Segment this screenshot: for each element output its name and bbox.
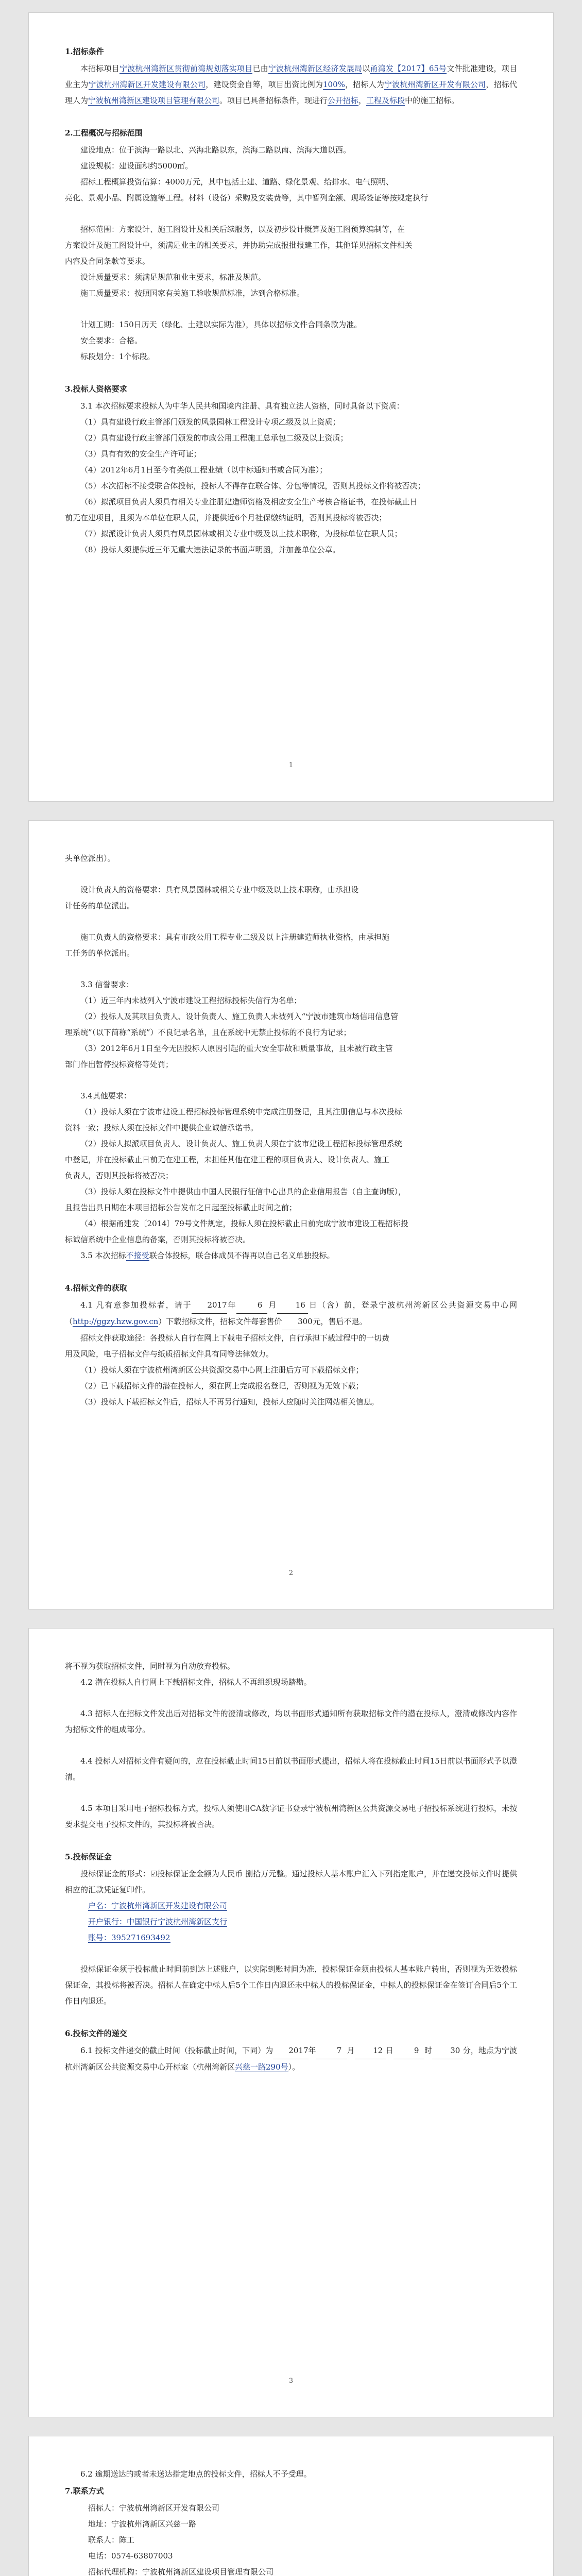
bond-bank: 开户银行：中国银行宁波杭州湾新区支行 xyxy=(88,1917,228,1926)
text-line: 施工负责人的资格要求：具有市政公用工程专业二级及以上注册建造师执业资格，由承担施 xyxy=(80,933,390,942)
other-req-line: 且报告出具日期在本项目招标公告发布之日起至投标截止时间之前； xyxy=(65,1203,297,1212)
contact-line: 电话：0574-63807003 xyxy=(88,2551,173,2561)
bond-text: 投标保证金的形式：☑投标保证金金额为人民币 捌拾万元整。通过投标人基本账户汇入下列指定账户，并在递交投标文件时提供相应的汇款凭证复印件。 xyxy=(65,1869,517,1894)
other-req-line: 负责人，否则其投标将被否决； xyxy=(65,1171,174,1180)
section-heading: 7.联系方式 xyxy=(65,2486,104,2496)
other-req-line: （4）根据甬建发〔2014〕79号文件规定，投标人须在投标截止日前完成宁波市建设工程招标投 xyxy=(80,1219,408,1228)
subsection-heading: 3.3 信誉要求： xyxy=(80,980,134,989)
qual-line: （3）具有有效的安全生产许可证； xyxy=(80,449,201,459)
question-text: 4.4 投标人对招标文件有疑问的，应在投标截止时间15日前以书面形式提出，招标人将在投标截止时间15日前以书面形式予以澄清。 xyxy=(65,1756,517,1782)
consortium-flag: 不接受 xyxy=(126,1251,149,1260)
build-quality-text: 施工质量要求：按照国家有关施工验收规范标准，达到合格标准。 xyxy=(80,289,305,298)
obtain-line: （1）投标人须在宁波杭州湾新区公共资源交易中心网上注册后方可下载招标文件； xyxy=(80,1365,364,1375)
bond-rules-text: 投标保证金须于投标截止时间前到达上述账户，以实际到账时间为准，投标保证金须由投标人基本账户转出，否则视为无效投标保证金，其投标将被否决。招标人在确定中标人后5个工作日内退还未中标人的投标保证金，中标人的投标保证金在签订合同后5个工作日内退还。 xyxy=(65,1964,517,2006)
page-4 xyxy=(28,2436,554,2576)
electronic-bid-text: 4.5 本项目采用电子招标投标方式，投标人须使用CA数字证书登录宁波杭州湾新区公共资源交易电子招投标系统进行投标，未按要求提交电子投标文件的，其投标将被否决。 xyxy=(65,1804,517,1829)
credit-line: （2）投标人及其项目负责人、设计负责人、施工负责人未被列入“宁波市建筑市场信用信息管 xyxy=(80,1012,399,1021)
text-line: 将不视为获取招标文件，同时视为自动放弃投标。 xyxy=(65,1662,235,1671)
deadline-year: 2017 xyxy=(192,1297,227,1314)
submit-month: 7 xyxy=(316,2043,347,2059)
section-heading: 1.招标条件 xyxy=(65,47,104,56)
obtain-line: 招标文件获取途径：各投标人自行在网上下载电子招标文件，自行承担下载过程中的一切费 xyxy=(80,1333,390,1343)
ratio-link[interactable]: 100% xyxy=(323,80,345,89)
budget-line: 亮化、景观小品、附属设施等工程。材料（设备）采购及安装费等，其中暂列金额、现场签证等按规定执行 xyxy=(65,193,429,202)
scale-text: 建设规模：建设面积约5000㎡。 xyxy=(80,161,193,171)
scope-line: 内容及合同条款等要求。 xyxy=(65,257,150,266)
obtain-line: （3）投标人下载招标文件后，招标人不再另行通知，投标人应随时关注网站相关信息。 xyxy=(80,1397,379,1406)
section-heading: 3.投标人资格要求 xyxy=(65,384,127,394)
scope-link[interactable]: 工程及标段 xyxy=(366,96,405,105)
submit-hour: 9 xyxy=(393,2043,424,2059)
scope-line: 招标范围：方案设计、施工图设计及相关后续服务，以及初步设计概算及施工图预算编制等，在 xyxy=(80,225,405,234)
contact-line: 招标代理机构：宁波杭州湾新区建设项目管理有限公司 xyxy=(88,2567,274,2576)
scope-line: 方案设计及施工图设计中，须满足业主的相关要求，并协助完成报批报建工作，其他详见招标文件相关 xyxy=(65,241,413,250)
text-line: 计任务的单位派出。 xyxy=(65,901,135,910)
bond-account-number: 账号：395271693492 xyxy=(88,1933,170,1942)
page-1 xyxy=(28,12,554,802)
text-line: 头单位派出）。 xyxy=(65,854,115,863)
submit-year: 2017 xyxy=(273,2043,308,2059)
late-bid-text: 6.2 逾期送达的或者未送达指定地点的投标文件，招标人不予受理。 xyxy=(80,2469,312,2479)
other-req-line: （2）投标人拟派项目负责人、设计负责人、施工负责人须在宁波市建设工程招标投标管理系统 xyxy=(80,1139,402,1148)
bond-account-name: 户名：宁波杭州湾新区开发建设有限公司 xyxy=(88,1901,228,1910)
ggzy-website-link[interactable]: http://ggzy.hzw.gov.cn xyxy=(73,1317,159,1326)
consortium-line: 3.5 本次招标不接受联合体投标，联合体成员不得再以自己名义单独投标。 xyxy=(80,1251,335,1260)
sections-text: 标段划分：1个标段。 xyxy=(80,352,155,361)
obtain-line: （2）已下载招标文件的潜在投标人，须在网上完成报名登记，否则视为无效下载； xyxy=(80,1381,364,1391)
submission-text: 6.1 投标文件递交的截止时间（投标截止时间，下同）为 2017年 7 月 12 日 9 时 30 分，地点为宁波杭州湾新区公共资源交易中心开标室（杭州湾新区兴慈一路290号）。 xyxy=(65,2043,517,2075)
period-text: 计划工期：150日历天（绿化、土建以实际为准），具体以招标文件合同条款为准。 xyxy=(80,320,362,329)
qual-line: 前无在建项目，且须为本单位在职人员，并提供近6个月社保缴纳证明，否则其投标将被否决； xyxy=(65,513,387,522)
page-number: 1 xyxy=(288,761,294,769)
contact-line: 联系人：陈工 xyxy=(88,2535,135,2545)
location-text: 建设地点：位于滨海一路以北、兴海北路以东，滨海二路以南、滨海大道以西。 xyxy=(80,145,351,155)
text-line: 4.2 潜在投标人自行网上下载招标文件，招标人不再组织现场踏勘。 xyxy=(80,1677,312,1687)
credit-line: （1）近三年内未被列入宁波市建设工程招标投标失信行为名单； xyxy=(80,996,302,1005)
section-heading: 2.工程概况与招标范围 xyxy=(65,128,143,138)
safety-text: 安全要求：合格。 xyxy=(80,336,143,345)
project-intro: 本招标项目宁波杭州湾新区贯彻前湾规划落实项目已由宁波杭州湾新区经济发展局以甬湾发【2017】65号文件批准建设，项目业主为宁波杭州湾新区开发建设有限公司，建设资金自筹，项目出资比例为100%，招标人为宁波杭州湾新区开发有限公司，招标代理人为宁波杭州湾新区建设项目管理有限公司。项目已具备招标条件，现进行公开招标，工程及标段中的施工招标。 xyxy=(65,64,517,105)
subsection-heading: 3.4其他要求： xyxy=(80,1091,131,1100)
qual-line: （8）投标人须提供近三年无重大违法记录的书面声明函，并加盖单位公章。 xyxy=(80,545,340,554)
qual-line: （2）具有建设行政主管部门颁发的市政公用工程施工总承包二级及以上资质； xyxy=(80,433,348,443)
section-heading: 4.招标文件的获取 xyxy=(65,1283,127,1293)
section-heading: 6.投标文件的递交 xyxy=(65,2029,127,2038)
qual-line: （1）具有建设行政主管部门颁发的风景园林工程设计专项乙级及以上资质； xyxy=(80,417,340,427)
approving-authority-link[interactable]: 宁波杭州湾新区经济发展局 xyxy=(268,64,363,73)
qual-line: （5）本次招标不接受联合体投标，投标人不得存在联合体、分包等情况，否则其投标文件将被否决； xyxy=(80,481,425,490)
contact-line: 招标人：宁波杭州湾新区开发有限公司 xyxy=(88,2503,220,2513)
other-req-line: （3）投标人须在投标文件中提供由中国人民银行征信中心出具的企业信用报告（自主查询版）， xyxy=(80,1187,406,1196)
credit-line: 部门作出暂停投标资格等处罚； xyxy=(65,1060,174,1069)
venue-address: 兴慈一路290号 xyxy=(235,2062,288,2072)
agent-link[interactable]: 宁波杭州湾新区建设项目管理有限公司 xyxy=(88,96,220,105)
deadline-day: 16 xyxy=(277,1297,308,1314)
obtain-line: 用及风险，电子招标文件与纸质招标文件具有同等法律效力。 xyxy=(65,1349,274,1359)
other-req-line: （1）投标人须在宁波市建设工程招标投标管理系统中完成注册登记，且其注册信息与本次投标 xyxy=(80,1107,402,1116)
credit-line: 理系统”（以下简称“系统”）不良记录名单，且在系统中无禁止投标的不良行为记录； xyxy=(65,1028,351,1037)
other-req-line: 中登记，并在投标截止日前无在建工程，未担任其他在建工程的项目负责人、设计负责人、施工 xyxy=(65,1155,390,1164)
deadline-month: 6 xyxy=(236,1297,267,1314)
tenderer-link[interactable]: 宁波杭州湾新区开发有限公司 xyxy=(384,80,486,89)
clarify-text: 4.3 招标人在招标文件发出后对招标文件的澄清或修改，均以书面形式通知所有获取招标文件的潜在投标人，澄清或修改内容作为招标文件的组成部分。 xyxy=(65,1709,517,1734)
other-req-line: 标诚信系统中企业信息的备案，否则其投标将被否决。 xyxy=(65,1235,251,1244)
section-heading: 5.投标保证金 xyxy=(65,1852,112,1861)
page-number: 3 xyxy=(288,2377,294,2385)
project-name-link[interactable]: 宁波杭州湾新区贯彻前湾规划落实项目 xyxy=(119,64,253,73)
submit-minute: 30 xyxy=(432,2043,463,2059)
qual-line: （6）拟派项目负责人须具有相关专业注册建造师资格及相应安全生产考核合格证书，在投标截止日 xyxy=(80,497,418,506)
budget-line: 招标工程概算投资估算：4000万元，其中包括土建、道路、绿化景观、给排水、电气照明、 xyxy=(80,177,394,187)
credit-line: （3）2012年6月1日至今无因投标人原因引起的重大安全事故和质量事故，且未被行政主管 xyxy=(80,1044,393,1053)
other-req-line: 资料一致；投标人须在投标文件中提供企业诚信承诺书。 xyxy=(65,1123,259,1132)
qual-line: 3.1 本次招标要求投标人为中华人民共和国境内注册、具有独立法人资格，同时具备以下资质： xyxy=(80,401,404,411)
contact-line: 地址：宁波杭州湾新区兴慈一路 xyxy=(88,2519,197,2529)
approval-doc-link[interactable]: 甬湾发【2017】65号 xyxy=(370,64,447,73)
qual-line: （7）拟派设计负责人须具有风景园林或相关专业中级及以上技术职称，为投标单位在职人员； xyxy=(80,529,402,538)
text-line: 设计负责人的资格要求：具有风景园林或相关专业中级及以上技术职称，由承担设 xyxy=(80,885,359,894)
doc-price: 300 xyxy=(282,1314,313,1330)
qual-line: （4）2012年6月1日至今有类似工程业绩（以中标通知书或合同为准）； xyxy=(80,465,328,474)
method-link[interactable]: 公开招标 xyxy=(328,96,359,105)
obtain-docs-text: 4.1 凡有意参加投标者，请于 2017年 6 月 16 日（含）前，登录宁波杭州湾新区公共资源交易中心网（http://ggzy.hzw.gov.cn）下载招标文件，招标文件每套售价 300元，售后不退。 xyxy=(65,1297,517,1330)
page-number: 2 xyxy=(288,1569,294,1577)
page-3 xyxy=(28,1628,554,2417)
submit-day: 12 xyxy=(355,2043,386,2059)
owner-link[interactable]: 宁波杭州湾新区开发建设有限公司 xyxy=(88,80,206,89)
page-2 xyxy=(28,820,554,1609)
text-line: 工任务的单位派出。 xyxy=(65,948,135,958)
design-quality-text: 设计质量要求：须满足规范和业主要求，标准及规范。 xyxy=(80,273,266,282)
